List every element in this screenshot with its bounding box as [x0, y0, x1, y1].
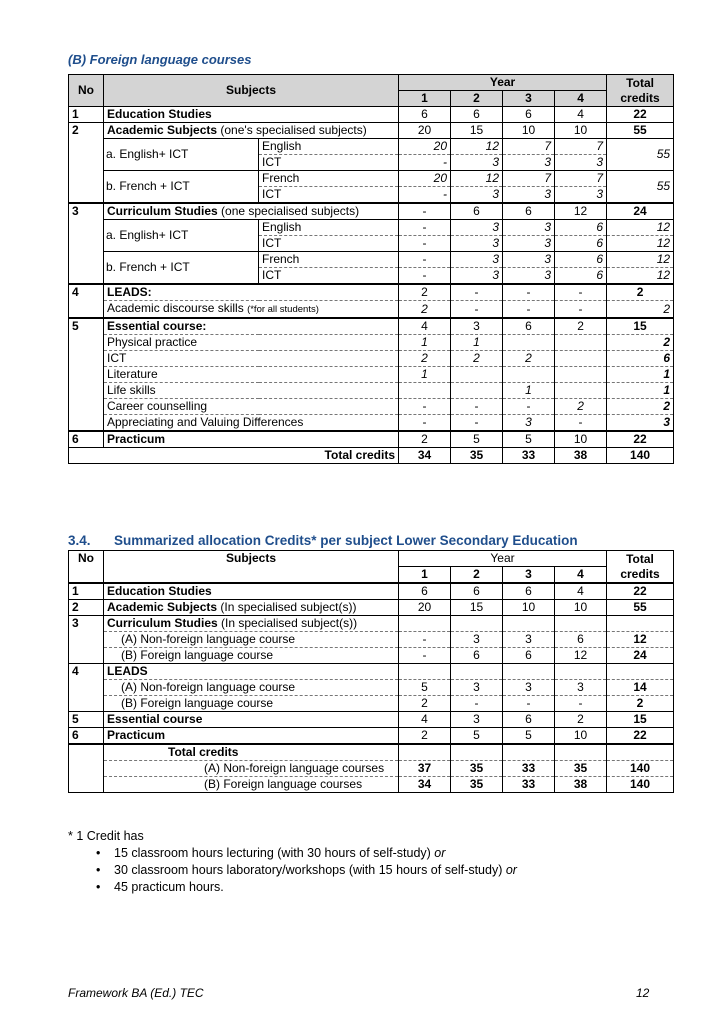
row-number: 5: [69, 712, 104, 728]
header-subjects: Subjects: [104, 75, 399, 107]
total-value: 12: [607, 268, 674, 285]
year-value: 6: [503, 583, 555, 600]
year-value: -: [399, 268, 451, 285]
subject-group-label: b. French + ICT: [104, 171, 259, 204]
subject-label: Essential course:: [104, 318, 399, 335]
year-value: [555, 351, 607, 367]
header-year-2: 2: [451, 91, 503, 107]
subject-label: ICT: [259, 155, 399, 171]
subject-label: Curriculum Studies: [107, 616, 218, 630]
year-value: 3: [555, 155, 607, 171]
notes-intro: * 1 Credit has: [68, 829, 144, 843]
year-value: 3: [555, 187, 607, 204]
header-year: Year: [399, 75, 607, 91]
header-subjects: Subjects: [104, 551, 399, 584]
total-value: 2: [607, 399, 674, 415]
note-text: 45 practicum hours.: [114, 880, 224, 894]
year-value: 3: [451, 632, 503, 648]
year-value: -: [399, 415, 451, 432]
note-text: 30 classroom hours laboratory/workshops (with 15 hours of self-study): [114, 863, 503, 877]
year-value: 3: [503, 220, 555, 236]
year-value: 6: [503, 712, 555, 728]
year-value: 5: [451, 431, 503, 448]
subject-label: Essential course: [104, 712, 399, 728]
year-value: -: [451, 399, 503, 415]
subject-note: (In specialised subject(s)): [221, 616, 358, 630]
year-value: 12: [451, 139, 503, 155]
year-value: 6: [451, 583, 503, 600]
year-value: 4: [555, 583, 607, 600]
row-number: 4: [69, 664, 104, 712]
table-row: [69, 664, 674, 680]
year-value: 6: [503, 203, 555, 220]
year-value: -: [503, 284, 555, 301]
year-value: 3: [451, 318, 503, 335]
year-value: -: [451, 284, 503, 301]
year-value: 3: [503, 236, 555, 252]
year-total: 35: [451, 777, 503, 793]
total-value: 12: [607, 252, 674, 268]
total-credits-label: Total credits: [104, 744, 399, 761]
row-number: 6: [69, 728, 104, 745]
total-value: 24: [607, 203, 674, 220]
year-value: 3: [503, 268, 555, 285]
subject-note: (one's specialised subjects): [220, 123, 367, 137]
total-value: 22: [607, 107, 674, 123]
table-row: [69, 431, 674, 448]
year-value: 6: [503, 318, 555, 335]
year-value: 5: [451, 728, 503, 745]
table-row: [69, 367, 674, 383]
table-row: [69, 616, 674, 632]
table-row: [69, 139, 674, 155]
subject-label: Curriculum Studies: [107, 204, 218, 218]
list-item: [96, 845, 517, 862]
year-total: 33: [503, 761, 555, 777]
subject-label: (B) Foreign language course: [104, 696, 399, 712]
table-row: [69, 632, 674, 648]
year-value: 7: [555, 139, 607, 155]
year-value: 6: [399, 107, 451, 123]
subject-label: (A) Non-foreign language course: [104, 680, 399, 696]
subject-label: Appreciating and Valuing Differences: [104, 415, 399, 432]
subject-label: Practicum: [104, 431, 399, 448]
total-credits-label: Total credits: [69, 448, 399, 464]
year-value: 20: [399, 139, 451, 155]
grand-total: 140: [607, 777, 674, 793]
table-row: [69, 600, 674, 616]
table-row: [69, 728, 674, 745]
year-value: 10: [555, 431, 607, 448]
year-value: 3: [503, 252, 555, 268]
year-value: 6: [451, 648, 503, 664]
year-value: -: [451, 301, 503, 319]
subject-label: ICT: [259, 236, 399, 252]
table-row: [69, 318, 674, 335]
table-row: [69, 399, 674, 415]
header-year: Year: [399, 551, 607, 567]
table-row: [69, 680, 674, 696]
section-3-4-heading: [68, 533, 578, 548]
year-value: -: [399, 648, 451, 664]
year-value: 7: [555, 171, 607, 187]
year-value: 10: [555, 123, 607, 139]
year-value: -: [399, 220, 451, 236]
year-value: 4: [399, 712, 451, 728]
year-value: 3: [451, 268, 503, 285]
total-value: 2: [607, 301, 674, 319]
year-value: 4: [399, 318, 451, 335]
year-value: 2: [555, 318, 607, 335]
subject-note: (*for all students): [247, 304, 319, 315]
total-row: [69, 761, 674, 777]
total-value: 55: [607, 139, 674, 171]
total-value: 12: [607, 220, 674, 236]
header-year-2: 2: [451, 567, 503, 584]
table-row: [69, 335, 674, 351]
subject-label: Academic Subjects: [107, 600, 218, 614]
subject-label: French: [259, 171, 399, 187]
subject-label: ICT: [259, 187, 399, 204]
table-row: [69, 220, 674, 236]
year-value: 3: [451, 187, 503, 204]
total-value: 15: [607, 712, 674, 728]
note-tail: or: [505, 863, 517, 877]
year-value: -: [399, 236, 451, 252]
year-value: -: [399, 187, 451, 204]
table-row: [69, 383, 674, 399]
header-no: No: [69, 75, 104, 107]
year-value: -: [451, 415, 503, 432]
year-value: 10: [503, 600, 555, 616]
year-value: -: [555, 696, 607, 712]
year-value: 6: [451, 107, 503, 123]
year-value: 5: [503, 431, 555, 448]
year-value: -: [451, 696, 503, 712]
row-number: 1: [69, 107, 104, 123]
header-year-4: 4: [555, 567, 607, 584]
notes-list: [68, 845, 517, 896]
year-value: 3: [451, 220, 503, 236]
total-value: 1: [607, 383, 674, 399]
year-value: 4: [555, 107, 607, 123]
year-total: 35: [555, 761, 607, 777]
total-value: 6: [607, 351, 674, 367]
row-number: 3: [69, 616, 104, 664]
year-value: 6: [555, 632, 607, 648]
subject-label: Literature: [104, 367, 399, 383]
year-value: -: [399, 252, 451, 268]
row-number: 6: [69, 431, 104, 448]
year-value: 10: [555, 728, 607, 745]
year-value: 6: [451, 203, 503, 220]
year-value: 1: [451, 335, 503, 351]
foreign-language-table: [68, 74, 674, 464]
year-value: 3: [451, 680, 503, 696]
year-value: -: [503, 399, 555, 415]
page-number: 12: [636, 986, 650, 1000]
year-value: 3: [451, 236, 503, 252]
year-total: 35: [451, 448, 503, 464]
year-value: -: [399, 203, 451, 220]
year-total: 33: [503, 777, 555, 793]
subject-label: (B) Foreign language course: [104, 648, 399, 664]
row-number: 1: [69, 583, 104, 600]
subject-label: French: [259, 252, 399, 268]
year-value: 12: [555, 648, 607, 664]
year-value: 3: [451, 252, 503, 268]
table-row: [69, 415, 674, 432]
year-value: -: [399, 632, 451, 648]
year-value: 6: [555, 220, 607, 236]
year-value: -: [399, 155, 451, 171]
year-value: 6: [555, 268, 607, 285]
year-value: -: [399, 399, 451, 415]
subject-label: Academic Subjects: [107, 123, 218, 137]
note-tail: or: [434, 846, 446, 860]
year-value: [451, 383, 503, 399]
table-row: [69, 301, 674, 319]
year-value: 2: [555, 712, 607, 728]
subject-label: Practicum: [104, 728, 399, 745]
subject-label: Life skills: [104, 383, 399, 399]
year-value: 2: [503, 351, 555, 367]
year-value: 3: [503, 680, 555, 696]
total-value: 55: [607, 171, 674, 204]
subject-label: (A) Non-foreign language course: [104, 632, 399, 648]
subject-label: Academic discourse skills: [107, 301, 244, 315]
year-value: 12: [555, 203, 607, 220]
table-row: [69, 107, 674, 123]
year-value: 3: [503, 155, 555, 171]
subject-group-label: b. French + ICT: [104, 252, 259, 285]
year-value: -: [503, 696, 555, 712]
year-value: 1: [399, 367, 451, 383]
header-total-credits: Total credits: [607, 551, 674, 584]
year-value: 7: [503, 139, 555, 155]
note-text: 15 classroom hours lecturing (with 30 hours of self-study): [114, 846, 431, 860]
year-value: [399, 383, 451, 399]
year-value: -: [555, 284, 607, 301]
year-value: 6: [503, 648, 555, 664]
total-value: 12: [607, 632, 674, 648]
year-total: 38: [555, 777, 607, 793]
subject-label: LEADS:: [104, 284, 399, 301]
section-title: Summarized allocation Credits* per subject Lower Secondary Education: [114, 533, 578, 548]
subject-label: English: [259, 220, 399, 236]
year-total: 35: [451, 761, 503, 777]
subject-label: Education Studies: [104, 107, 399, 123]
row-number: 2: [69, 600, 104, 616]
total-value: 2: [607, 335, 674, 351]
year-value: 15: [451, 600, 503, 616]
year-value: 6: [503, 107, 555, 123]
subject-label: ICT: [104, 351, 399, 367]
subject-label: (B) Foreign language courses: [104, 777, 399, 793]
list-item: [96, 879, 517, 896]
header-total-credits: Total credits: [607, 75, 674, 107]
year-value: 3: [503, 415, 555, 432]
year-value: 7: [503, 171, 555, 187]
row-number: 3: [69, 203, 104, 284]
year-value: [503, 367, 555, 383]
total-value: 15: [607, 318, 674, 335]
total-value: 3: [607, 415, 674, 432]
year-value: 3: [555, 680, 607, 696]
year-value: [555, 383, 607, 399]
year-value: -: [503, 301, 555, 319]
year-total: 34: [399, 777, 451, 793]
table-row: [69, 696, 674, 712]
year-value: -: [555, 301, 607, 319]
year-value: 6: [555, 252, 607, 268]
year-value: 2: [399, 728, 451, 745]
year-value: 2: [399, 301, 451, 319]
year-value: 1: [399, 335, 451, 351]
table-row: [69, 171, 674, 187]
total-row: [69, 744, 674, 761]
total-value: 22: [607, 583, 674, 600]
section-number: 3.4.: [68, 533, 91, 548]
list-item: [96, 862, 517, 879]
subject-label: ICT: [259, 268, 399, 285]
year-value: 6: [399, 583, 451, 600]
subject-note: (In specialised subject(s)): [220, 600, 357, 614]
header-no: No: [69, 551, 104, 584]
subject-group-label: a. English+ ICT: [104, 139, 259, 171]
subject-label: English: [259, 139, 399, 155]
total-value: 55: [607, 123, 674, 139]
header-year-1: 1: [399, 91, 451, 107]
total-value: 2: [607, 284, 674, 301]
subject-group-label: a. English+ ICT: [104, 220, 259, 252]
total-value: 2: [607, 696, 674, 712]
year-value: [555, 367, 607, 383]
year-value: 12: [451, 171, 503, 187]
year-value: 2: [399, 284, 451, 301]
year-value: 20: [399, 123, 451, 139]
table-row: [69, 284, 674, 301]
year-value: 3: [451, 712, 503, 728]
table-row: [69, 123, 674, 139]
year-value: 6: [555, 236, 607, 252]
total-row: [69, 448, 674, 464]
total-value: 22: [607, 728, 674, 745]
section-b-title: (B) Foreign language courses: [68, 52, 252, 67]
grand-total: 140: [607, 761, 674, 777]
year-value: 5: [399, 680, 451, 696]
footer-document-title: Framework BA (Ed.) TEC: [68, 986, 204, 1000]
year-value: 2: [451, 351, 503, 367]
year-value: 20: [399, 600, 451, 616]
year-value: 20: [399, 171, 451, 187]
year-value: 10: [555, 600, 607, 616]
year-total: 33: [503, 448, 555, 464]
table-row: [69, 712, 674, 728]
summary-allocation-table: [68, 550, 674, 793]
total-value: 1: [607, 367, 674, 383]
year-value: -: [555, 415, 607, 432]
year-value: 10: [503, 123, 555, 139]
header-year-4: 4: [555, 91, 607, 107]
row-number: 4: [69, 284, 104, 318]
year-value: [451, 367, 503, 383]
year-value: [503, 335, 555, 351]
table-row: [69, 351, 674, 367]
header-year-3: 3: [503, 91, 555, 107]
table-row: [69, 203, 674, 220]
total-value: 14: [607, 680, 674, 696]
header-year-3: 3: [503, 567, 555, 584]
year-value: 2: [399, 351, 451, 367]
year-value: 3: [451, 155, 503, 171]
table-row: [69, 648, 674, 664]
table-row: [69, 252, 674, 268]
year-value: [555, 335, 607, 351]
year-value: 2: [399, 696, 451, 712]
subject-note: (one specialised subjects): [221, 204, 360, 218]
total-row: [69, 777, 674, 793]
year-value: 2: [399, 431, 451, 448]
year-value: 15: [451, 123, 503, 139]
total-value: 12: [607, 236, 674, 252]
subject-label: (A) Non-foreign language courses: [104, 761, 399, 777]
header-year-1: 1: [399, 567, 451, 584]
year-value: 1: [503, 383, 555, 399]
subject-label: Career counselling: [104, 399, 399, 415]
year-value: 3: [503, 187, 555, 204]
table-row: [69, 583, 674, 600]
year-value: 2: [555, 399, 607, 415]
grand-total: 140: [607, 448, 674, 464]
subject-label: Education Studies: [104, 583, 399, 600]
row-number: 5: [69, 318, 104, 431]
year-total: 34: [399, 448, 451, 464]
subject-label: LEADS: [104, 664, 399, 680]
total-value: 24: [607, 648, 674, 664]
total-value: 55: [607, 600, 674, 616]
year-total: 38: [555, 448, 607, 464]
year-total: 37: [399, 761, 451, 777]
row-number: 2: [69, 123, 104, 204]
credit-notes: [68, 828, 517, 896]
year-value: 5: [503, 728, 555, 745]
subject-label: Physical practice: [104, 335, 399, 351]
year-value: 3: [503, 632, 555, 648]
total-value: 22: [607, 431, 674, 448]
